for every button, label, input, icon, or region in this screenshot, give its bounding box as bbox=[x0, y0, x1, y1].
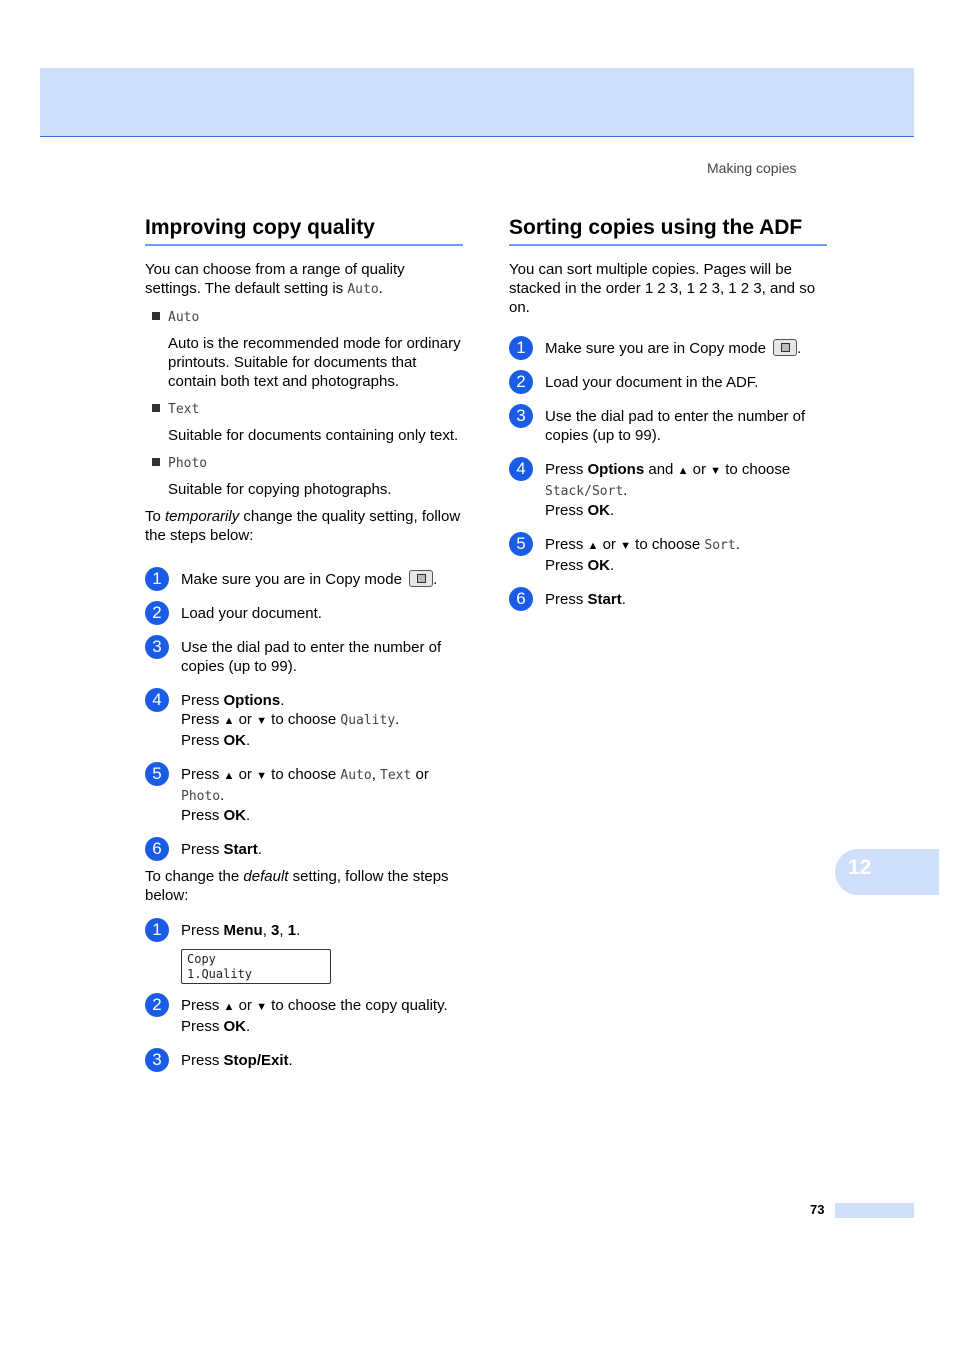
running-head: Making copies bbox=[707, 160, 797, 176]
bullet-auto-desc: Auto is the recommended mode for ordinary printouts. Suitable for documents that contain both text and photographs. bbox=[168, 335, 461, 390]
step-number-icon: 3 bbox=[145, 1048, 169, 1072]
step-number-icon: 3 bbox=[145, 635, 169, 659]
step-number-icon: 1 bbox=[509, 336, 533, 360]
step-number-icon: 1 bbox=[145, 918, 169, 942]
sort-step-3: 3 Use the dial pad to enter the number of copies (up to 99). bbox=[509, 407, 827, 445]
down-arrow-icon: ▼ bbox=[256, 1001, 267, 1013]
temp-step-6: 6 Press Start. bbox=[145, 840, 463, 859]
step-number-icon: 2 bbox=[145, 993, 169, 1017]
temp-step-1: 1 Make sure you are in Copy mode . bbox=[145, 570, 463, 589]
bullet-auto: Auto bbox=[145, 307, 463, 327]
up-arrow-icon: ▲ bbox=[677, 465, 689, 477]
step-number-icon: 3 bbox=[509, 404, 533, 428]
step-number-icon: 6 bbox=[145, 837, 169, 861]
temp-step-4: 4 Press Options. Press ▲ or ▼ to choose Quality. Press OK. bbox=[145, 691, 463, 750]
up-arrow-icon: ▲ bbox=[223, 715, 235, 727]
step-number-icon: 4 bbox=[509, 457, 533, 481]
chapter-number: 12 bbox=[848, 856, 872, 879]
default-intro: To change the default setting, follow the steps below: bbox=[145, 868, 449, 904]
up-arrow-icon: ▲ bbox=[587, 540, 599, 552]
temporary-intro: To temporarily change the quality setting, follow the steps below: bbox=[145, 508, 461, 544]
sort-step-2: 2 Load your document in the ADF. bbox=[509, 373, 827, 392]
default-step-3: 3 Press Stop/Exit. bbox=[145, 1051, 463, 1070]
down-arrow-icon: ▼ bbox=[256, 770, 267, 782]
header-band bbox=[40, 68, 914, 137]
sort-step-5: 5 Press ▲ or ▼ to choose Sort. Press OK. bbox=[509, 535, 827, 575]
bullet-photo-desc: Suitable for copying photographs. bbox=[168, 481, 392, 498]
temp-step-2: 2 Load your document. bbox=[145, 604, 463, 623]
step-number-icon: 2 bbox=[509, 370, 533, 394]
bullet-text-desc: Suitable for documents containing only text. bbox=[168, 427, 459, 444]
section-title-quality: Improving copy quality bbox=[145, 214, 463, 246]
temp-step-5: 5 Press ▲ or ▼ to choose Auto, Text or Photo. Press OK. bbox=[145, 765, 463, 825]
temp-step-3: 3 Use the dial pad to enter the number of copies (up to 99). bbox=[145, 638, 463, 676]
step-number-icon: 6 bbox=[509, 587, 533, 611]
up-arrow-icon: ▲ bbox=[223, 1001, 235, 1013]
step-number-icon: 2 bbox=[145, 601, 169, 625]
copy-mode-icon bbox=[773, 339, 797, 356]
sorting-intro: You can sort multiple copies. Pages will be stacked in the order 1 2 3, 1 2 3, 1 2 3, and so on. bbox=[509, 261, 816, 316]
sort-step-6: 6 Press Start. bbox=[509, 590, 827, 609]
default-step-1: 1 Press Menu, 3, 1. bbox=[145, 921, 463, 940]
lcd-display: Copy 1.Quality bbox=[181, 949, 331, 984]
copy-mode-icon bbox=[409, 570, 433, 587]
down-arrow-icon: ▼ bbox=[710, 465, 722, 477]
step-number-icon: 1 bbox=[145, 567, 169, 591]
step-number-icon: 5 bbox=[509, 532, 533, 556]
right-column bbox=[509, 214, 827, 624]
default-step-2: 2 Press ▲ or ▼ to choose the copy quality. Press OK. bbox=[145, 996, 463, 1036]
up-arrow-icon: ▲ bbox=[223, 770, 235, 782]
bullet-photo: Photo bbox=[145, 453, 463, 473]
sort-step-1: 1 Make sure you are in Copy mode . bbox=[509, 339, 827, 358]
bullet-text: Text bbox=[145, 399, 463, 419]
section-title-sorting: Sorting copies using the ADF bbox=[509, 214, 827, 246]
left-column bbox=[145, 214, 463, 1085]
bullet-square-icon bbox=[152, 312, 160, 320]
page-number: 73 bbox=[810, 1202, 825, 1217]
step-number-icon: 4 bbox=[145, 688, 169, 712]
page-number-bar bbox=[835, 1203, 914, 1218]
step-number-icon: 5 bbox=[145, 762, 169, 786]
quality-intro: You can choose from a range of quality settings. The default setting is Auto. bbox=[145, 261, 405, 297]
bullet-square-icon bbox=[152, 404, 160, 412]
down-arrow-icon: ▼ bbox=[256, 715, 267, 727]
chapter-tab[interactable] bbox=[835, 849, 939, 895]
bullet-square-icon bbox=[152, 458, 160, 466]
sort-step-4: 4 Press Options and ▲ or ▼ to choose Stack/Sort. Press OK. bbox=[509, 460, 827, 520]
down-arrow-icon: ▼ bbox=[620, 540, 631, 552]
